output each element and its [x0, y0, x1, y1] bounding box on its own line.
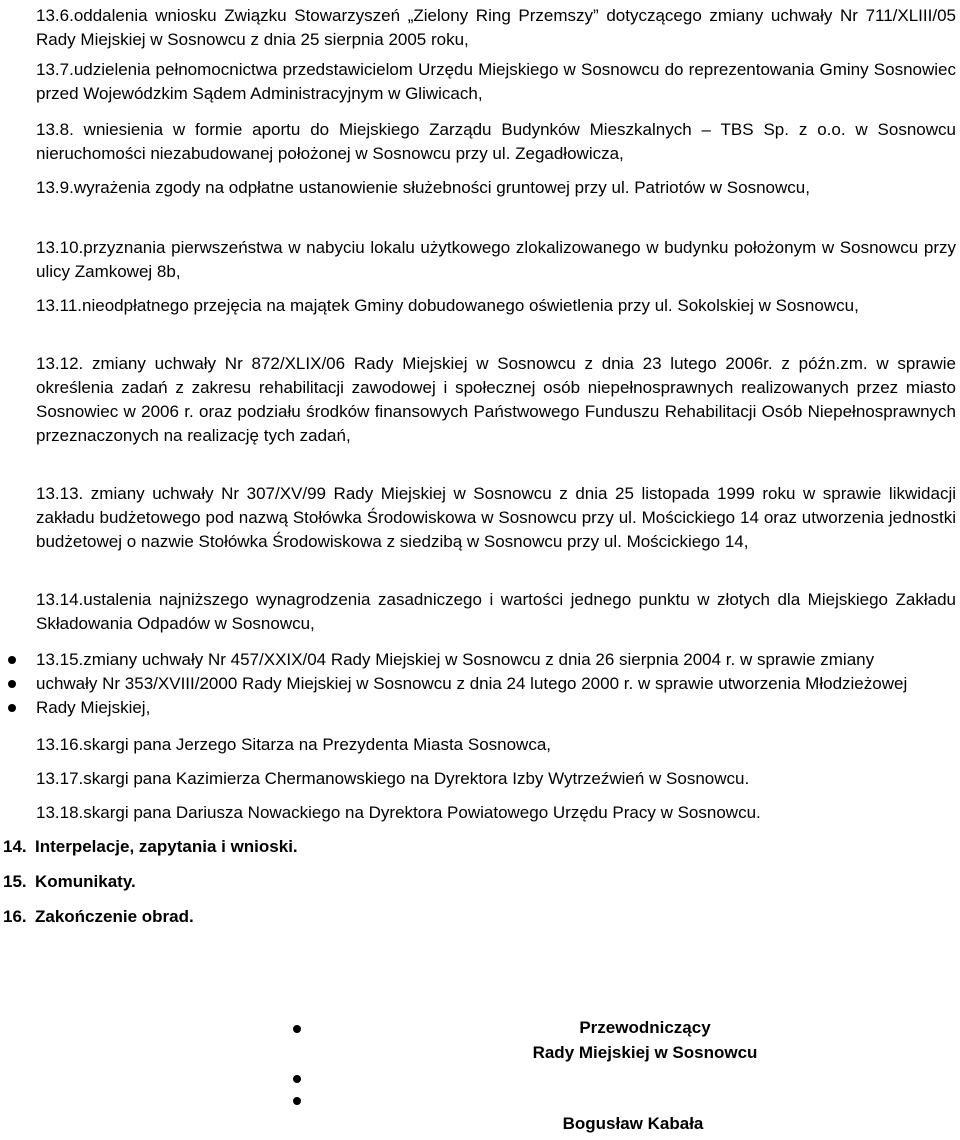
item-text: zmiany uchwały Nr 872/XLIX/06 Rady Miejskiej w Sosnowcu z dnia 23 lutego 2006r. z późn.zm. w sprawie określenia zadań z zakresu rehabilitacji zawodowej i społecznej osób niepełnosprawnych realizowanych przez miasto Sosnowiec w 2006 r. oraz podziału środków finansowych Państwowego Funduszu Rehabilitacji Osób Niepełnosprawnych przeznaczonych na realizację tych zadań, — [36, 354, 956, 445]
item-text: skargi pana Kazimierza Chermanowskiego na Dyrektora Izby Wytrzeźwień w Sosnowcu. — [83, 769, 750, 788]
item-number: 13.16. — [36, 735, 84, 754]
list-item — [36, 648, 926, 720]
item-number: 13.7. — [36, 60, 74, 79]
bullet-icon — [293, 1075, 301, 1083]
item-text: przyznania pierwszeństwa w nabyciu lokalu użytkowego zlokalizowanego w budynku położonym w Sosnowcu przy ulicy Zamkowej 8b, — [36, 238, 956, 281]
list-item — [36, 118, 956, 166]
item-text: zmiany uchwały Nr 457/XXIX/04 Rady Miejskiej w Sosnowcu z dnia 26 sierpnia 2004 r. w sprawie zmiany uchwały Nr 353/XVIII/2000 Rady Miejskiej w Sosnowcu z dnia 24 lutego 2000 r. w sprawie utworzenia Młodzieżowej Rady Miejskiej, — [36, 650, 908, 717]
item-number: 13.6. — [36, 6, 74, 25]
item-number: 13.12. — [36, 354, 84, 373]
bullet-icon — [293, 1097, 301, 1105]
item-number: 13.13. — [36, 484, 84, 503]
list-item — [36, 767, 956, 791]
agenda-heading — [3, 905, 194, 929]
item-number: 13.10. — [36, 238, 84, 257]
heading-text: Komunikaty. — [35, 872, 136, 891]
list-item — [36, 236, 956, 284]
bullet-icon — [8, 656, 16, 664]
bullet-icon — [293, 1025, 301, 1033]
list-item — [36, 482, 956, 554]
item-text: zmiany uchwały Nr 307/XV/99 Rady Miejskiej w Sosnowcu z dnia 25 listopada 1999 roku w sprawie likwidacji zakładu budżetowego pod nazwą Stołówka Środowiskowa w Sosnowcu przy ul. Mościckiego 14 oraz utworzenia jednostki budżetowej o nazwie Stołówka Środowiskowa z siedzibą w Sosnowcu przy ul. Mościckiego 14, — [36, 484, 956, 551]
heading-number: 14. — [3, 837, 27, 856]
item-number: 13.9. — [36, 178, 74, 197]
agenda-heading — [3, 835, 298, 859]
item-number: 13.15. — [36, 650, 84, 669]
item-text: skargi pana Dariusza Nowackiego na Dyrektora Powiatowego Urzędu Pracy w Sosnowcu. — [83, 803, 761, 822]
heading-number: 16. — [3, 907, 27, 926]
item-text: wniesienia w formie aportu do Miejskiego Zarządu Budynków Mieszkalnych – TBS Sp. z o.o. w Sosnowcu nieruchomości niezabudowanej położonej w Sosnowcu przy ul. Zegadłowicza, — [36, 120, 956, 163]
item-number: 13.11. — [36, 296, 83, 315]
item-text: ustalenia najniższego wynagrodzenia zasadniczego i wartości jednego punktu w złotych dla Miejskiego Zakładu Składowania Odpadów w Sosnowcu, — [36, 590, 956, 633]
list-item — [36, 176, 956, 200]
signature-organization: Rady Miejskiej w Sosnowcu — [532, 1043, 758, 1062]
item-number: 13.14. — [36, 590, 84, 609]
signature-title: Przewodniczący — [579, 1018, 711, 1037]
heading-text: Interpelacje, zapytania i wnioski. — [35, 837, 298, 856]
agenda-heading — [3, 870, 136, 894]
list-item — [36, 4, 956, 52]
list-item — [36, 733, 956, 757]
item-number: 13.8. — [36, 120, 74, 139]
list-item — [36, 588, 956, 636]
list-item — [36, 294, 956, 318]
item-text: nieodpłatnego przejęcia na majątek Gminy dobudowanego oświetlenia przy ul. Sokolskiej w Sosnowcu, — [82, 296, 859, 315]
heading-number: 15. — [3, 872, 27, 891]
list-item — [36, 58, 956, 106]
bullet-icon — [8, 680, 16, 688]
item-number: 13.18. — [36, 803, 84, 822]
list-item — [36, 801, 956, 825]
item-text: wyrażenia zgody na odpłatne ustanowienie służebności gruntowej przy ul. Patriotów w Sosnowcu, — [73, 178, 810, 197]
list-item — [36, 352, 956, 448]
item-number: 13.17. — [36, 769, 84, 788]
item-text: oddalenia wniosku Związku Stowarzyszeń „Zielony Ring Przemszy” dotyczącego zmiany uchwały Nr 711/XLIII/05 Rady Miejskiej w Sosnowcu z dnia 25 sierpnia 2005 roku, — [36, 6, 956, 49]
heading-text: Zakończenie obrad. — [35, 907, 194, 926]
item-text: skargi pana Jerzego Sitarza na Prezydenta Miasta Sosnowca, — [83, 735, 552, 754]
bullet-icon — [8, 704, 16, 712]
signature-name: Bogusław Kabała — [562, 1114, 704, 1133]
item-text: udzielenia pełnomocnictwa przedstawicielom Urzędu Miejskiego w Sosnowcu do reprezentowania Gminy Sosnowiec przed Wojewódzkim Sądem Administracyjnym w Gliwicach, — [36, 60, 956, 103]
